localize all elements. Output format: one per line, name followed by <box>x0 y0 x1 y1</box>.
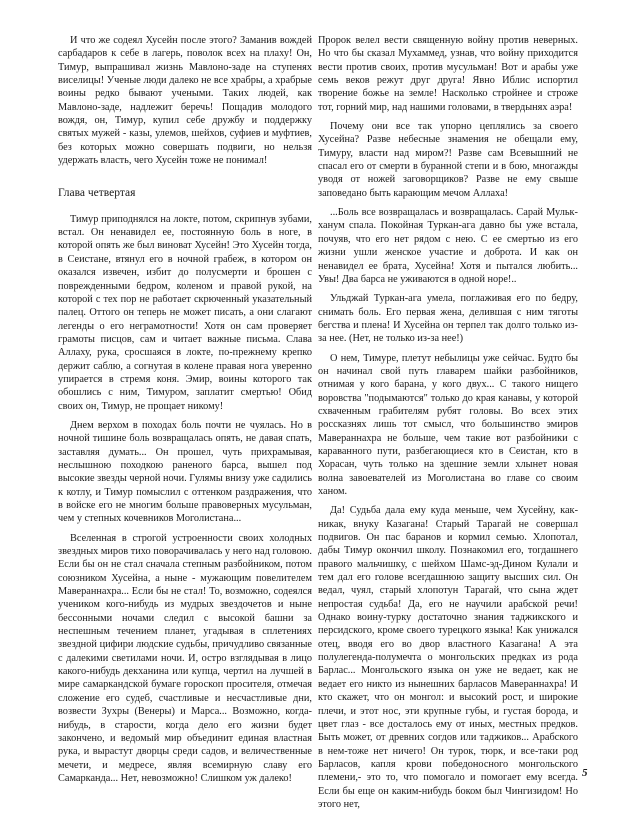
paragraph: Пророк велел вести священную войну против неверных. Но что бы сказал Мухаммед, узнав, что войну приходится вести против своих, против мусульман! Вот и арабы уже семь веков режут друг друга! Явно Иблис испортил творение божье на земле! Насколько стройнее и строже тот, горний мир, над нашими головами, в твердынях аэра! <box>318 35 578 113</box>
paragraph: Почему они все так упорно цеплялись за своего Хусейна? Разве небесные знамения не обещали ему, Тимуру, власти над миром?! Разве сам Всевышний не спасал его от смерти в буранной степи и в бою, многажды уводя от ножей заговорщиков? Разве не ему свыше заповедано быть карающим мечом Аллаха! <box>318 121 578 199</box>
paragraph: Вселенная в строгой устроенности своих холодных звездных миров тихо поворачивалась у него над головою. Если бы он не стал сначала степным разбойником, потом союзником Хусейна, а ныне - мужающим повелителем Мавераннахра... Если бы не стал! То, возможно, содеялся учеником кого-нибудь из мудрых звездочетов и ныне бессонными ночами следил с высокой башни за неспешным течением планет, угадывая в сплетениях звездной цифири людские судьбы, причудливо связанные с далекими светилами ночи. И, остро взглядывая в лицо какого-нибудь декханина или купца, чертил на лучшей в мире самаркандской бумаге гороскоп просителя, отмечая сложение его судеб, счастливые и несчастливые дни, возвести Зухры (Венеры) и Марса... Возможно, когда-нибудь, в старости, когда дело его жизни будет закончено, и ведомый мир объединит единая властная рука, и вырастут дворцы среди садов, и величественные мечети, и медресе, являя всемирную славу его Самарканда... Нет, невозможно! Слишком уж далеко! <box>58 532 312 784</box>
chapter-heading: Глава четвертая <box>58 187 136 200</box>
paragraph: Ульджай Туркан-ага умела, поглаживая его по бедру, снимать боль. Его первая жена, делившая с ним тяготы бегства и плена! И Хусейна он терпел так долго только из-за нее. (Нет, не только из-за нее!) <box>318 293 578 345</box>
left-column <box>58 34 312 791</box>
paragraph: О нем, Тимуре, плетут небылицы уже сейчас. Будто бы он начинал свой путь главарем шайки разбойников, отнимая у кого барана, у кого двух... С такого нищего воровства "подымаются" только до края канавы, у которой схваченным грабителям рубят головы. Во всех этих россказнях лишь тот смысл, что большинство эмиров Мавераннахра не больше, чем такие вот разбойники с караванного пути, разбегающиеся кто в Сеистан, кто в Хорасан, чуть только на здешние земли хлынет новая волна завоевателей из Моголистана во главе со своим ханом. <box>318 352 578 497</box>
page-number: 5 <box>582 767 588 779</box>
paragraph: Тимур приподнялся на локте, потом, скрипнув зубами, встал. Он ненавидел ее, постоянную боль в ноге, в которой опять же был виноват Хусейн! Это Хусейн тогда, в Сеистане, втянул его в ночной грабеж, в котором он оказался извечен, избит до полусмерти и брошен с поврежденными бедром, коленом и правой рукой, на которой с тех пор не работает скрюченный указательный палец. Оттого он теперь не может писать, а они слагают легенды о его неграмотности! Хотя он сам проверяет грамоты писцов, сам и читает важные письма. Слава Аллаху, рука, сросшаяся в локте, по-прежнему крепко держит саблю, а согнутая в колене правая нога уверенно упирается в стремя коня. Эмир, воины которого так обошлись с ним, Тимуром, заплатит смертью! Обид своих он, Тимур, не прощает никому! <box>58 213 312 412</box>
paragraph: Да! Судьба дала ему куда меньше, чем Хусейну, как-никак, внуку Казагана! Старый Тарагай не совершал подвигов. Он пас баранов и кормил семью. Хлопотал, дабы Тимур окончил школу. Познакомил его, тогдашнего правого мальчишку, с шейхом Шамс-эд-Дином Кулали и тем дал его голове всегдашнюю защиту высших сил. Он ведал, чуял, старый хлопотун Тарагай, что сына ждет непростая судьба! Да, его не научили арабской речи! Однако воину-турку достаточно знания таджикского и персидского, кроме своего турецкого языка! Как унижался отец, вводя его во двор властного Казагана! А эта полулегенда-полумечта о монгольских предках из рода Барлас... Монгольского языка он уже не ведает, как не ведает его никто из нынешних барласов Мавераннахра! И кто скажет, что он монгол: и высокий рост, и широкие плечи, и этот нос, эти крупные губы, и густая борода, и цвет глаз - все досталось ему от иных, местных предков. Быть может, от древних согдов или таджиков... Арабского в нем-тоже нет ничего! Он турок, тюрк, и все-таки род Барласов, капля крови победоносного монгольского племени,- это то, что помогало и помогает ему всегда. Если бы еще он каким-нибудь боком был Чингизидом! Но этого нет, <box>318 505 578 810</box>
paragraph: Днем верхом в походах боль почти не чуялась. Но в ночной тишине боль возвращалась опять, не давая спать, заставляя думать... Он прошел, чуть прихрамывая, неслышною походкою раненого барса, вышел под высокие звезды черной ночи. Гулямы внизу уже садились к котлу, и Тимур помыслил с оттенком раздражения, что в войске его не многим больше правоверных мусульман, чем у степных кочевников Моголистана... <box>58 419 312 525</box>
paragraph: ...Боль все возвращалась и возвращалась. Сарай Мульк-ханум спала. Покойная Туркан-ага давно бы уже встала, почуяв, что его нет рядом с нею. С ее смертью из его жизни ушли женское участие и доброта. И как он ненавидел ее брата, Хусейна! Хотя и пытался любить... Увы! Два барса не уживаются в одной норе!.. <box>318 207 578 285</box>
right-column <box>318 34 578 817</box>
paragraph: И что же содеял Хусейн после этого? Заманив вождей сарбадаров к себе в лагерь, поволок всех на плаху! Он, Тимур, выпрашивал жизнь Мавлоно-заде на ступенях виселицы! Ученые люди далеко не все храбры, а храбрые воины редко бывают учеными. Таких людей, как Мавлоно-заде, надлежит беречь! Пощадив молодого вождя, он, Тимур, купил себе дружбу и поддержку святых мужей - казы, улемов, шейхов, суфиев и муфтиев, без которых можно совершать подвиги, но нельзя удержать власть, чего Хусейн тоже не понимал! <box>58 35 312 167</box>
